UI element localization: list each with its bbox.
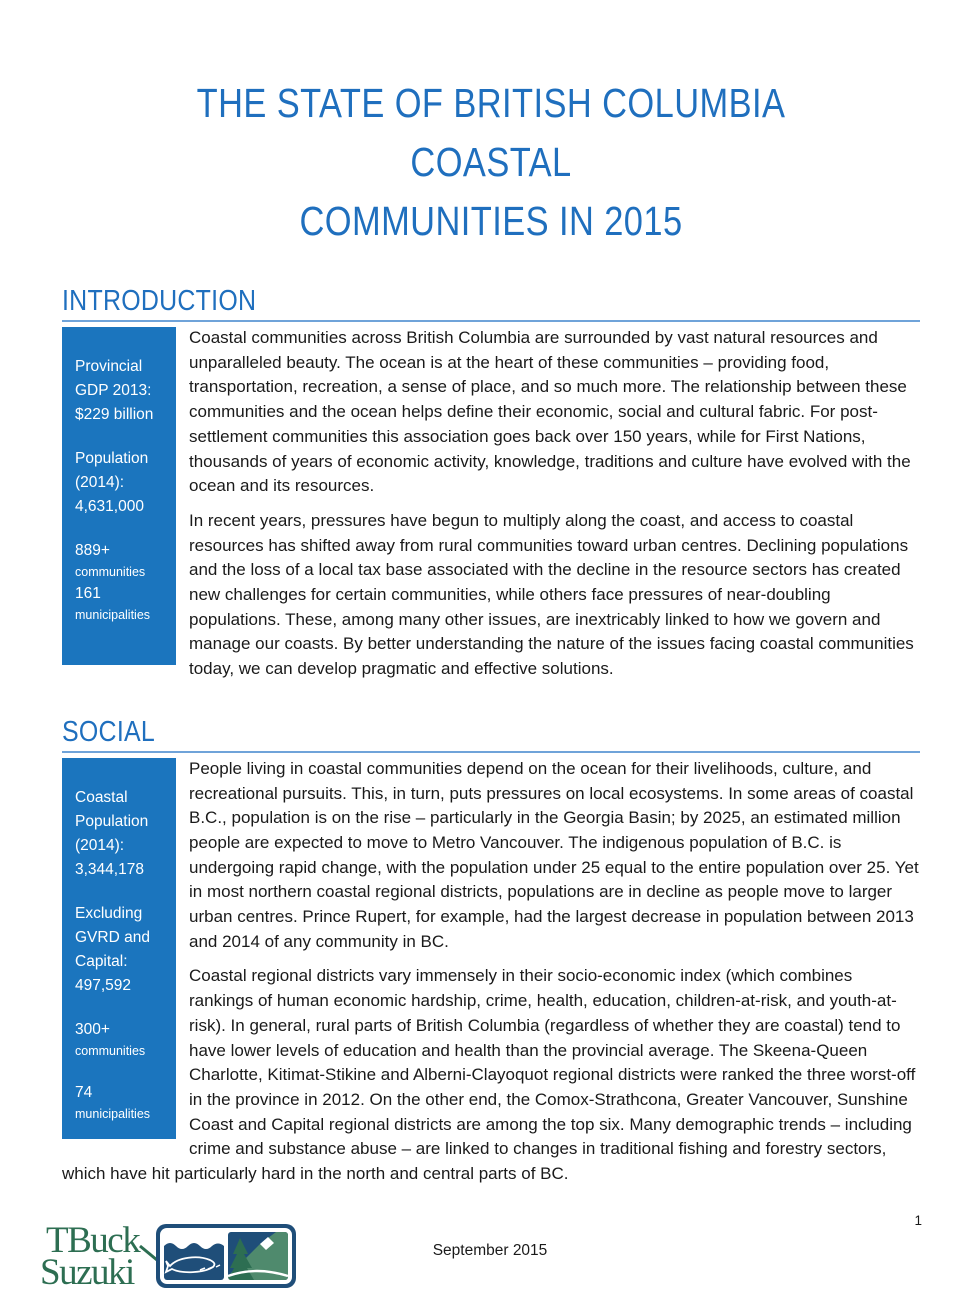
- stat-line: Excluding GVRD and Capital: 497,592: [75, 904, 150, 994]
- intro-paragraph-2: In recent years, pressures have begun to multiply along the coast, and access to coastal resources has shifted away from rural communities toward urban centres. Declining populations and the loss of a local tax base associated with the decline in the resource sectors has created new challenges for certain communities, while others face pressures of near-doubling populations. These, among many other issues, are inextricably linked to how we govern and manage our coasts. By better understanding the nature of the issues facing coastal communities today, we can develop pragmatic and effective solutions.: [189, 510, 914, 679]
- stat-line: municipalities: [75, 1106, 151, 1121]
- social-paragraph-1: People living in coastal communities depend on the ocean for their livelihoods, culture, and recreational pursuits. This, in turn, puts pressures on local ecosystems. In some areas of coastal B.C., population is on the rise – particularly in the Georgia Basin; by 2025, an estimated million people are expected to move to Metro Vancouver. The indigenous population of B.C. is undergoing rapid change, with the population under 25 equal to the entire population over 25. Yet in most northern coastal regional districts, populations are in decline as people move to larger urban centres. Prince Rupert, for example, had the largest decrease in population between 2013 and 2014 of any community in BC.: [189, 758, 919, 951]
- document-content: [0, 74, 980, 1187]
- stat-group: [75, 355, 163, 427]
- logo-wordmark-line1: TBuck: [46, 1220, 140, 1261]
- stat-line: communities: [75, 565, 146, 579]
- intro-stat-sidebar: [62, 327, 176, 665]
- stat-line: 161: [75, 585, 101, 602]
- stat-group: [75, 1081, 163, 1124]
- stat-line: 889+: [75, 542, 110, 559]
- social-stat-sidebar: [62, 758, 176, 1139]
- intro-paragraph-1: Coastal communities across British Columbia are surrounded by vast natural resources and unparalleled beauty. The ocean is at the heart of these communities – providing food, transportation, recreation, a sense of place, and so much more. The relationship between these communities and the ocean helps define their economic, social and cultural fabric. For post-settlement communities this association goes back over 150 years, while for First Nations, thousands of years of economic activity, knowledge, traditions and culture have evolved with the ocean and its resources.: [189, 328, 911, 496]
- stat-line: 300+: [75, 1020, 110, 1038]
- stat-group: [75, 1018, 163, 1061]
- document-title: [131, 74, 852, 251]
- page-number: 1: [914, 1213, 922, 1228]
- section-body-introduction: [62, 322, 920, 682]
- social-paragraph-2: Coastal regional districts vary immensely in their socio-economic index (which combines rankings of human economic hardship, crime, health, education, children-at-risk, and youth-at-risk). In general, rural parts of British Columbia (regardless of whether they are coastal) tend to have lower levels of education and health than the provincial average. The Skeena-Queen Charlotte, Kitimat-Stikine and Alberni-Clayoquot regional districts were ranked the three worst-off in the province in 2012. On the other end, the Comox-Strathcona, Greater Vancouver, Sunshine Coast and Capital regional districts are among the top six. Many demographic trends – including crime and substance abuse – are linked to changes in traditional fishing and forestry sectors, which have hit particularly hard in the north and central parts of BC.: [62, 966, 916, 1184]
- logo-wordmark-line2: Suzuki: [40, 1252, 134, 1293]
- section-heading-introduction: INTRODUCTION: [62, 285, 257, 317]
- document-title-line2: COMMUNITIES IN 2015: [299, 198, 683, 244]
- stat-line: Population (2014): 4,631,000: [75, 450, 149, 515]
- stat-group: [75, 786, 163, 882]
- stat-line: municipalities: [75, 608, 151, 622]
- stat-group: [75, 539, 163, 625]
- stat-line: Provincial GDP 2013: $229 billion: [75, 358, 154, 423]
- stat-line: 74: [75, 1083, 93, 1101]
- stat-group: [75, 902, 163, 998]
- section-body-social: [62, 753, 920, 1187]
- stat-group: [75, 447, 163, 519]
- footer-date: September 2015: [432, 1242, 548, 1259]
- section-heading-social: SOCIAL: [62, 715, 156, 748]
- document-title-line1: THE STATE OF BRITISH COLUMBIA COASTAL: [196, 80, 786, 185]
- stat-line: Coastal Population (2014): 3,344,178: [75, 788, 149, 878]
- stat-line: communities: [75, 1043, 146, 1058]
